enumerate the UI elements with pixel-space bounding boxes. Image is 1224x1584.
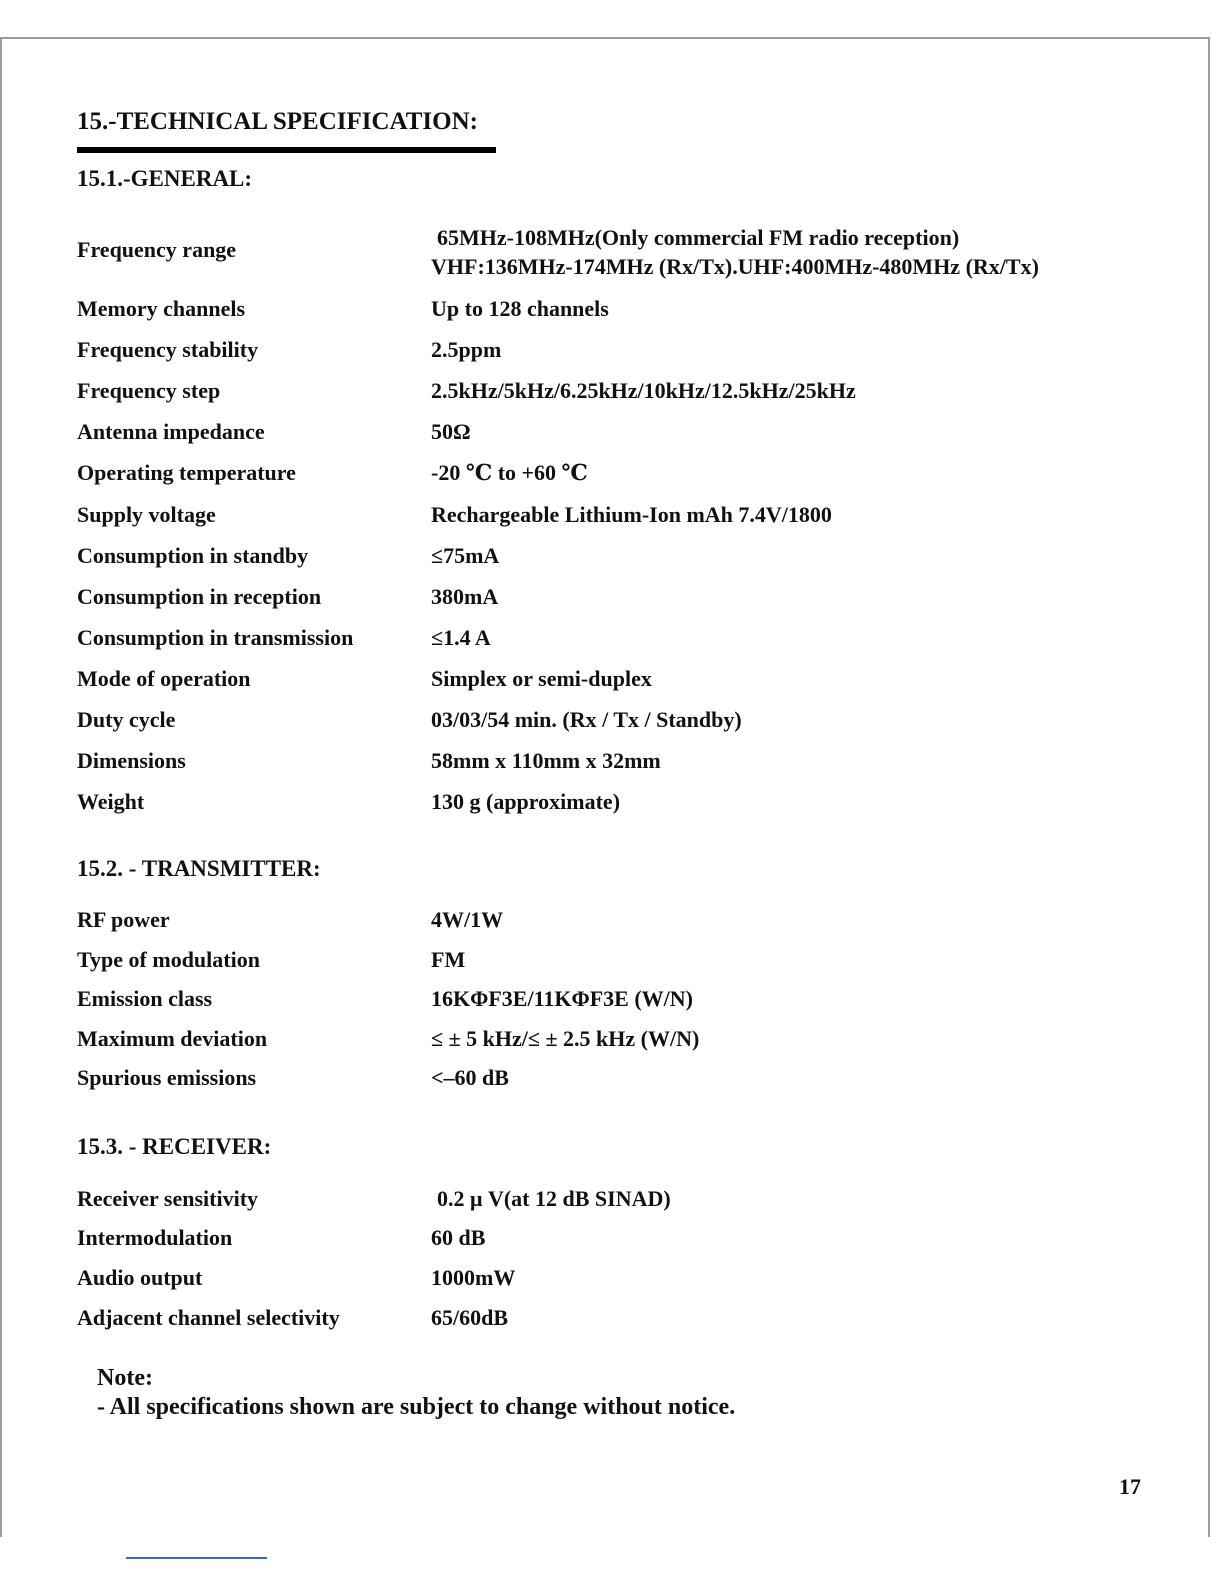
spec-label: Duty cycle [77,707,176,732]
spec-label: Receiver sensitivity [77,1186,259,1211]
note-heading: Note: [97,1365,153,1391]
spec-value-line-2: VHF:136MHz-174MHz (Rx/Tx).UHF:400MHz-480MHz (Rx/Tx) [431,254,1039,279]
spec-value: Rechargeable Lithium-Ion mAh 7.4V/1800 [431,502,832,527]
spec-value: 60 dB [431,1225,486,1250]
section-title-transmitter: 15.2. - TRANSMITTER: [77,856,321,881]
spec-label: Intermodulation [77,1225,233,1250]
page-number: 17 [1119,1474,1141,1499]
title-underline [77,147,496,153]
note-block [97,1364,735,1422]
section-title-general: 15.1.-GENERAL: [77,166,253,191]
spec-value: 130 g (approximate) [431,789,621,814]
spec-label: Frequency stability [77,337,259,362]
spec-value: Up to 128 channels [431,296,609,321]
spec-value: 4W/1W [431,907,504,932]
spec-value: 1000mW [431,1265,516,1290]
note-text: - All specifications shown are subject to change without notice. [97,1394,736,1420]
bottom-link-underline [126,1557,267,1559]
spec-label: Adjacent channel selectivity [77,1305,340,1330]
spec-label: Emission class [77,986,213,1011]
spec-label: Frequency step [77,378,221,403]
spec-value: 2.5ppm [431,337,502,362]
spec-label: Frequency range [77,237,237,262]
spec-label: Spurious emissions [77,1065,257,1090]
spec-label: Audio output [77,1265,203,1290]
spec-label: Type of modulation [77,947,260,972]
spec-label: Weight [77,789,145,814]
spec-value: ≤ ± 5 kHz/≤ ± 2.5 kHz (W/N) [431,1026,700,1051]
spec-label: Antenna impedance [77,419,265,444]
spec-label: Dimensions [77,748,186,773]
spec-label: RF power [77,907,170,932]
page-title: 15.-TECHNICAL SPECIFICATION: [77,108,478,135]
spec-value: 2.5kHz/5kHz/6.25kHz/10kHz/12.5kHz/25kHz [431,378,856,403]
spec-value: <–60 dB [431,1065,509,1090]
spec-label: Mode of operation [77,666,251,691]
spec-label: Consumption in transmission [77,625,354,650]
spec-label: Maximum deviation [77,1026,268,1051]
spec-value: 16KΦF3E/11KΦF3E (W/N) [431,986,693,1011]
spec-value: Simplex or semi-duplex [431,666,652,691]
spec-value: 380mA [431,584,499,609]
spec-value [431,223,1039,281]
spec-label: Memory channels [77,296,246,321]
spec-label: Consumption in standby [77,543,309,568]
spec-label: Operating temperature [77,460,296,485]
spec-value: FM [431,947,466,972]
spec-value: ≤75mA [431,543,500,568]
spec-value: 50Ω [431,419,471,444]
spec-value: 0.2 μ V(at 12 dB SINAD) [437,1186,671,1211]
spec-value: 03/03/54 min. (Rx / Tx / Standby) [431,707,742,732]
spec-label: Supply voltage [77,502,216,527]
section-title-receiver: 15.3. - RECEIVER: [77,1134,272,1159]
spec-value: -20 ℃ to +60 ℃ [431,460,588,485]
spec-value: ≤1.4 A [431,625,491,650]
spec-value: 58mm x 110mm x 32mm [431,748,661,773]
spec-label: Consumption in reception [77,584,322,609]
spec-value: 65/60dB [431,1305,509,1330]
spec-value-line-1: 65MHz-108MHz(Only commercial FM radio reception) [437,225,960,250]
